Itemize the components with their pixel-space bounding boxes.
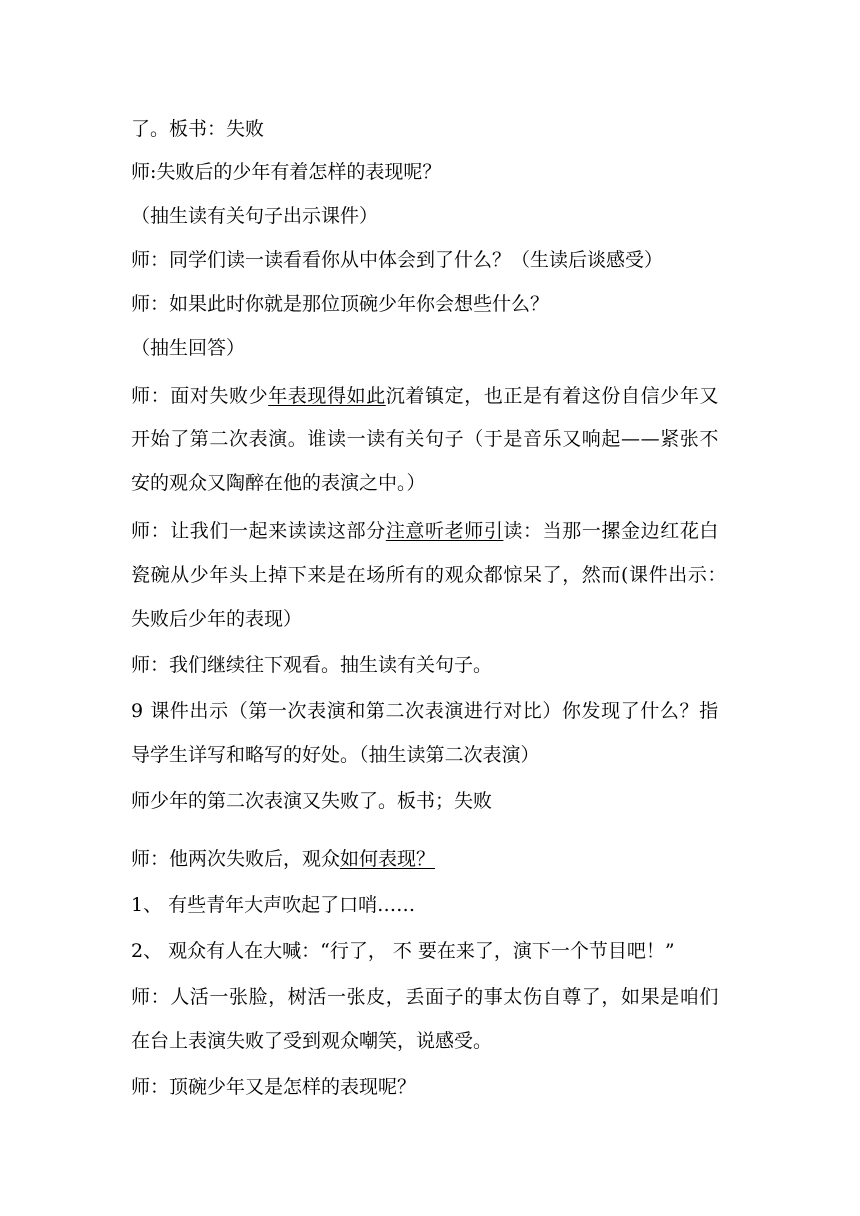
text-line: 师少年的第二次表演又失败了。板书；失败 [131, 790, 493, 812]
list-item: 2、 观众有人在大喊：“行了， 不 要在来了，演下一个节目吧！” [131, 940, 675, 962]
text-line: 在台上表演失败了受到观众嘲笑，说感受。 [131, 1030, 493, 1052]
text-line: 师：同学们读一读看看你从中体会到了什么？（生读后谈感受） [131, 249, 664, 271]
text-line: 导学生详写和略写的好处。（抽生读第二次表演） [131, 744, 540, 766]
underlined-text: 注意听老师引 [385, 520, 504, 542]
text-line: 安的观众又陶醉在他的表演之中。） [131, 472, 426, 494]
text-line: （抽生回答） [131, 337, 246, 359]
text-line: 9 课件出示（第一次表演和第二次表演进行对比）你发现了什么？指 [131, 700, 719, 722]
text-line: （抽生读有关句子出示课件） [131, 205, 379, 227]
text-line: 了。板书：失败 [131, 118, 265, 140]
text-line: 师：如果此时你就是那位顶碗少年你会想些什么？ [131, 293, 550, 315]
text-line: 师：顶碗少年又是怎样的表现呢？ [131, 1076, 417, 1098]
text-line: 开始了第二次表演。谁读一读有关句子（于是音乐又响起——紧张不 [131, 428, 720, 450]
underlined-text: 如何表现？ [340, 848, 436, 870]
text-line [131, 517, 719, 545]
text-segment: 读：当那一摞金边红花白 [503, 520, 720, 542]
text-line: 师:失败后的少年有着怎样的表现呢？ [131, 161, 442, 183]
text-segment: 师：他两次失败后，观众 [131, 848, 341, 870]
text-line: 师：我们继续往下观看。抽生读有关句子。 [131, 654, 493, 676]
text-segment: 沉着镇定，也正是有着这份自信少年又 [385, 385, 720, 407]
text-line [131, 382, 719, 410]
text-line [131, 845, 435, 873]
text-line: 瓷碗从少年头上掉下来是在场所有的观众都惊呆了，然而(课件出示： [131, 564, 728, 586]
text-line: 师：人活一张脸，树活一张皮，丢面子的事太伤自尊了，如果是咱们 [131, 986, 720, 1008]
underlined-text: 年表现得如此 [268, 385, 386, 407]
text-line: 失败后少年的表现） [131, 608, 303, 630]
text-segment: 师：让我们一起来读读这部分 [131, 520, 386, 542]
list-item: 1、 有些青年大声吹起了口哨…… [131, 894, 416, 916]
text-segment: 师：面对失败少 [131, 385, 269, 407]
